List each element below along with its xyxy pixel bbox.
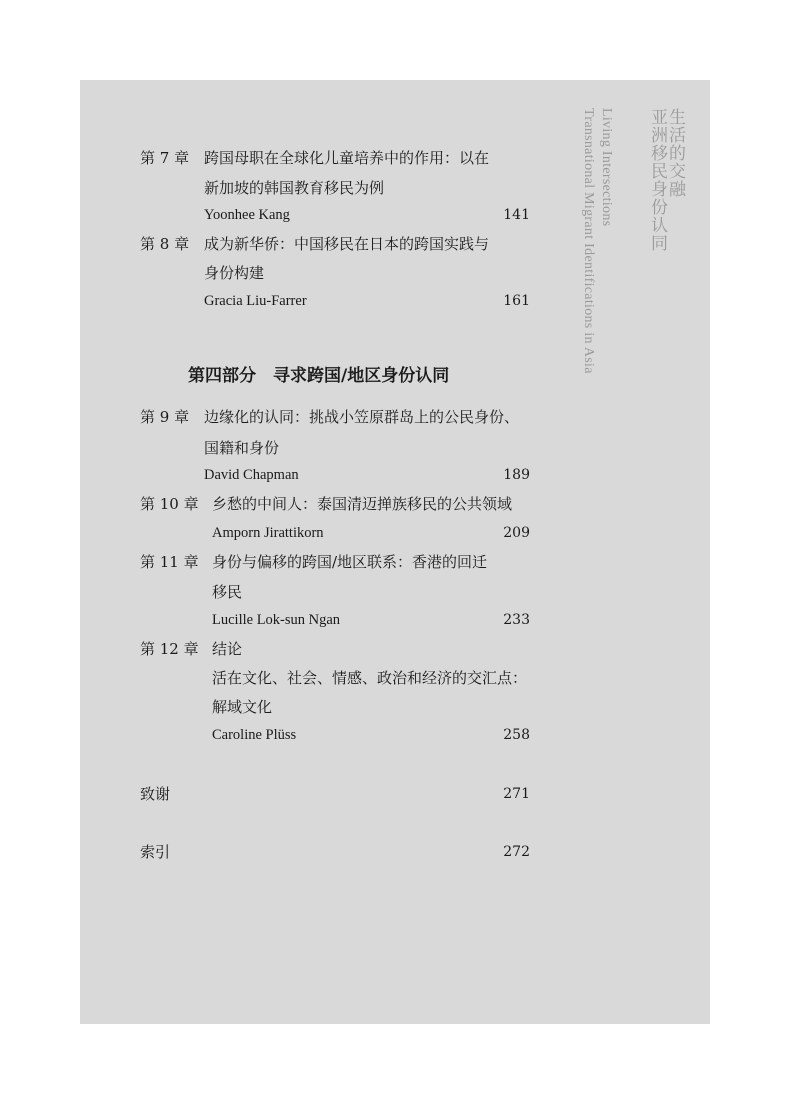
toc-ch12-page: 258 [503,727,530,743]
toc-ch11-title-line1: 身份与偏移的跨国/地区联系：香港的回迁 [212,553,488,571]
toc-ch9-title-line1: 边缘化的认同：挑战小笠原群岛上的公民身份、 [204,408,520,426]
toc-ch10-label: 第 10 章 [140,495,199,513]
toc-ch11-title-line2: 移民 [212,583,243,601]
toc-ch7-page: 141 [503,207,530,223]
toc-ch10-page: 209 [503,525,530,541]
toc-ch8-title-line1: 成为新华侨：中国移民在日本的跨国实践与 [204,235,490,253]
toc-ch9-label: 第 9 章 [140,408,190,426]
toc-ch9-title-line2: 国籍和身份 [204,439,280,457]
toc-ch12-title-line3: 解域文化 [212,698,273,716]
toc-ch11-author: Lucille Lok-sun Ngan [212,612,341,628]
toc-index-page: 272 [503,844,530,860]
spine-title-zh-line1: 生活的交融 [665,108,685,198]
toc-ch10-author: Amporn Jirattikorn [212,525,324,541]
spine-title-en-line2: Transnational Migrant Identifications in Asia [581,108,596,374]
part-four-heading: 第四部分 寻求跨国/地区身份认同 [188,366,450,386]
toc-ch8-page: 161 [503,293,530,309]
toc-ch7-title-line1: 跨国母职在全球化儿童培养中的作用：以在 [204,149,490,167]
spine-title-en-line1: Living Intersections [599,108,614,227]
toc-ch12-title-line1: 结论 [212,640,243,658]
toc-ch11-page: 233 [503,612,530,628]
toc-acknowledgements-label: 致谢 [140,785,171,803]
spine-title-zh-line2: 亚洲移民身份认同 [647,108,667,252]
toc-ch12-label: 第 12 章 [140,640,199,658]
toc-ch7-author: Yoonhee Kang [204,207,290,223]
toc-index-label: 索引 [140,843,171,861]
toc-ch12-author: Caroline Plüss [212,727,297,743]
toc-ch11-label: 第 11 章 [140,553,199,571]
toc-ch7-label: 第 7 章 [140,149,190,167]
book-page [80,80,710,1024]
toc-ch9-author: David Chapman [204,467,299,483]
toc-ch9-page: 189 [503,467,530,483]
toc-ch10-title-line1: 乡愁的中间人：泰国清迈掸族移民的公共领域 [212,495,513,513]
toc-acknowledgements-page: 271 [503,786,530,802]
toc-ch8-title-line2: 身份构建 [204,264,265,282]
toc-ch7-title-line2: 新加坡的韩国教育移民为例 [204,179,385,197]
toc-ch8-author: Gracia Liu-Farrer [204,293,307,309]
toc-ch8-label: 第 8 章 [140,235,190,253]
toc-ch12-title-line2: 活在文化、社会、情感、政治和经济的交汇点： [212,669,528,687]
